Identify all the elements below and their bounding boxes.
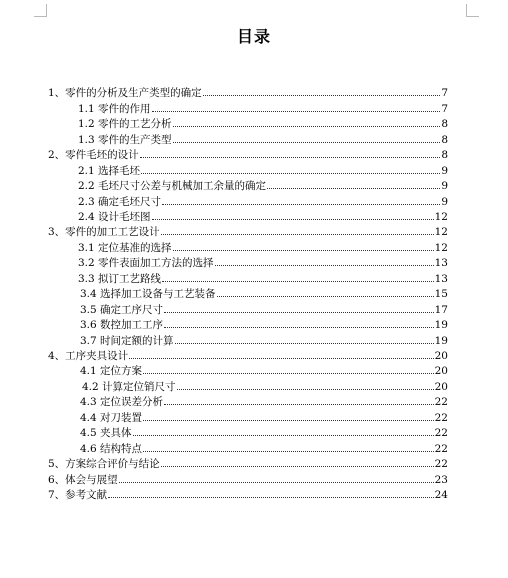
toc-dot-leader [173,126,441,127]
toc-dot-leader [161,234,434,235]
toc-entry-page-number: 20 [434,350,448,363]
toc-entry-label: 4.3 定位误差分析 [80,396,164,409]
toc-entry-label: 1.1 零件的作用 [78,102,151,115]
toc-entry-page-number: 22 [434,427,448,440]
toc-dot-leader [215,265,434,266]
toc-entry[interactable] [78,115,448,130]
toc-entry-label: 4.1 定位方案 [80,365,143,378]
toc-entry[interactable] [78,177,448,192]
toc-entry-label: 3.5 确定工序尺寸 [80,303,164,316]
page-corner-mark-top-left [34,4,47,17]
toc-entry[interactable] [78,99,448,114]
toc-entry-label: 2.1 选择毛坯 [78,164,141,177]
toc-entry-label: 6、体会与展望 [48,473,118,486]
toc-dot-leader [152,219,434,220]
toc-entry-label: 1、零件的分析及生产类型的确定 [48,87,202,100]
toc-title: 目录 [236,27,271,46]
toc-entry[interactable] [80,285,448,300]
toc-entry-page-number: 8 [441,118,448,131]
toc-dot-leader [162,281,434,282]
toc-dot-leader [173,142,441,143]
toc-entry-label: 4、工序夹具设计 [48,350,129,363]
toc-entry-page-number: 12 [434,241,448,254]
toc-entry-label: 7、参考文献 [48,489,108,502]
toc-dot-leader [175,343,434,344]
toc-entry[interactable] [48,455,448,470]
toc-entry-page-number: 24 [434,489,448,502]
toc-entry[interactable] [80,424,448,439]
toc-entry[interactable] [80,316,448,331]
toc-entry-label: 2.4 设计毛坯图 [78,210,151,223]
toc-dot-leader [161,466,434,467]
toc-entry-label: 3.2 零件表面加工方法的选择 [78,257,214,270]
toc-entry-label: 4.6 结构特点 [80,442,143,455]
toc-entry[interactable] [78,239,448,254]
toc-dot-leader [129,358,433,359]
toc-dot-leader [143,451,434,452]
toc-entry-page-number: 13 [434,272,448,285]
toc-entry[interactable] [78,208,448,223]
toc-entry-label: 3.3 拟订工艺路线 [78,272,162,285]
toc-entry-label: 4.2 计算定位销尺寸 [82,380,176,393]
toc-entry-label: 4.4 对刀装置 [80,411,143,424]
toc-dot-leader [108,497,433,498]
toc-entry-page-number: 12 [434,226,448,239]
toc-dot-leader [119,482,434,483]
toc-entry-label: 2.2 毛坯尺寸公差与机械加工余量的确定 [78,180,267,193]
toc-entry[interactable] [48,347,448,362]
toc-entry-page-number: 20 [434,380,448,393]
toc-entry-label: 3.4 选择加工设备与工艺装备 [80,288,216,301]
toc-entry-label: 3.1 定位基准的选择 [78,241,172,254]
toc-entry[interactable] [80,331,448,346]
toc-entry-label: 2、零件毛坯的设计 [48,149,139,162]
toc-entry-label: 5、方案综合评价与结论 [48,458,160,471]
toc-entry[interactable] [78,161,448,176]
toc-entry-page-number: 22 [434,458,448,471]
toc-entry-page-number: 7 [441,102,448,115]
toc-entry[interactable] [48,470,448,485]
toc-dot-leader [164,404,434,405]
page-corner-mark-top-right [466,4,479,17]
toc-entry[interactable] [48,84,448,99]
toc-entry-label: 2.3 确定毛坯尺寸 [78,195,162,208]
toc-entry-page-number: 17 [434,303,448,316]
toc-entry-page-number: 19 [434,334,448,347]
toc-dot-leader [152,111,441,112]
toc-entry[interactable] [82,378,448,393]
toc-entry[interactable] [78,130,448,145]
toc-entry-page-number: 9 [441,180,448,193]
toc-entry-page-number: 15 [434,288,448,301]
toc-entry[interactable] [80,300,448,315]
toc-entry-page-number: 8 [441,133,448,146]
toc-entry-label: 3、零件的加工工艺设计 [48,226,160,239]
toc-dot-leader [203,95,441,96]
toc-entry[interactable] [80,439,448,454]
toc-entry-page-number: 19 [434,319,448,332]
toc-entry[interactable] [80,362,448,377]
toc-entry-label: 1.3 零件的生产类型 [78,133,172,146]
toc-entry[interactable] [78,192,448,207]
toc-dot-leader [140,157,441,158]
toc-entry[interactable] [48,486,448,501]
toc-entry-page-number: 22 [434,396,448,409]
toc-entry-label: 3.6 数控加工工序 [80,319,164,332]
toc-entry-label: 4.5 夹具体 [80,427,132,440]
toc-entry-page-number: 9 [441,164,448,177]
toc-entry[interactable] [80,408,448,423]
toc-dot-leader [143,373,434,374]
toc-entry-page-number: 7 [441,87,448,100]
toc-entry[interactable] [78,254,448,269]
toc-entry-page-number: 20 [434,365,448,378]
toc-entry-page-number: 9 [441,195,448,208]
toc-dot-leader [173,250,434,251]
toc-dot-leader [143,420,434,421]
toc-dot-leader [177,389,434,390]
toc-dot-leader [267,188,440,189]
toc-dot-leader [164,312,434,313]
toc-entry-page-number: 12 [434,210,448,223]
toc-entry-page-number: 22 [434,411,448,424]
toc-entry-label: 1.2 零件的工艺分析 [78,118,172,131]
toc-dot-leader [162,204,440,205]
toc-entry-page-number: 23 [434,473,448,486]
toc-entry[interactable] [78,269,448,284]
toc-dot-leader [164,327,434,328]
toc-entry[interactable] [80,393,448,408]
toc-dot-leader [217,296,434,297]
toc-entry[interactable] [48,223,448,238]
toc-entry-page-number: 22 [434,442,448,455]
toc-entry-page-number: 8 [441,149,448,162]
toc-dot-leader [141,173,440,174]
toc-dot-leader [133,435,434,436]
toc-entry-label: 3.7 时间定额的计算 [80,334,174,347]
toc-entry[interactable] [48,146,448,161]
toc-entry-page-number: 13 [434,257,448,270]
